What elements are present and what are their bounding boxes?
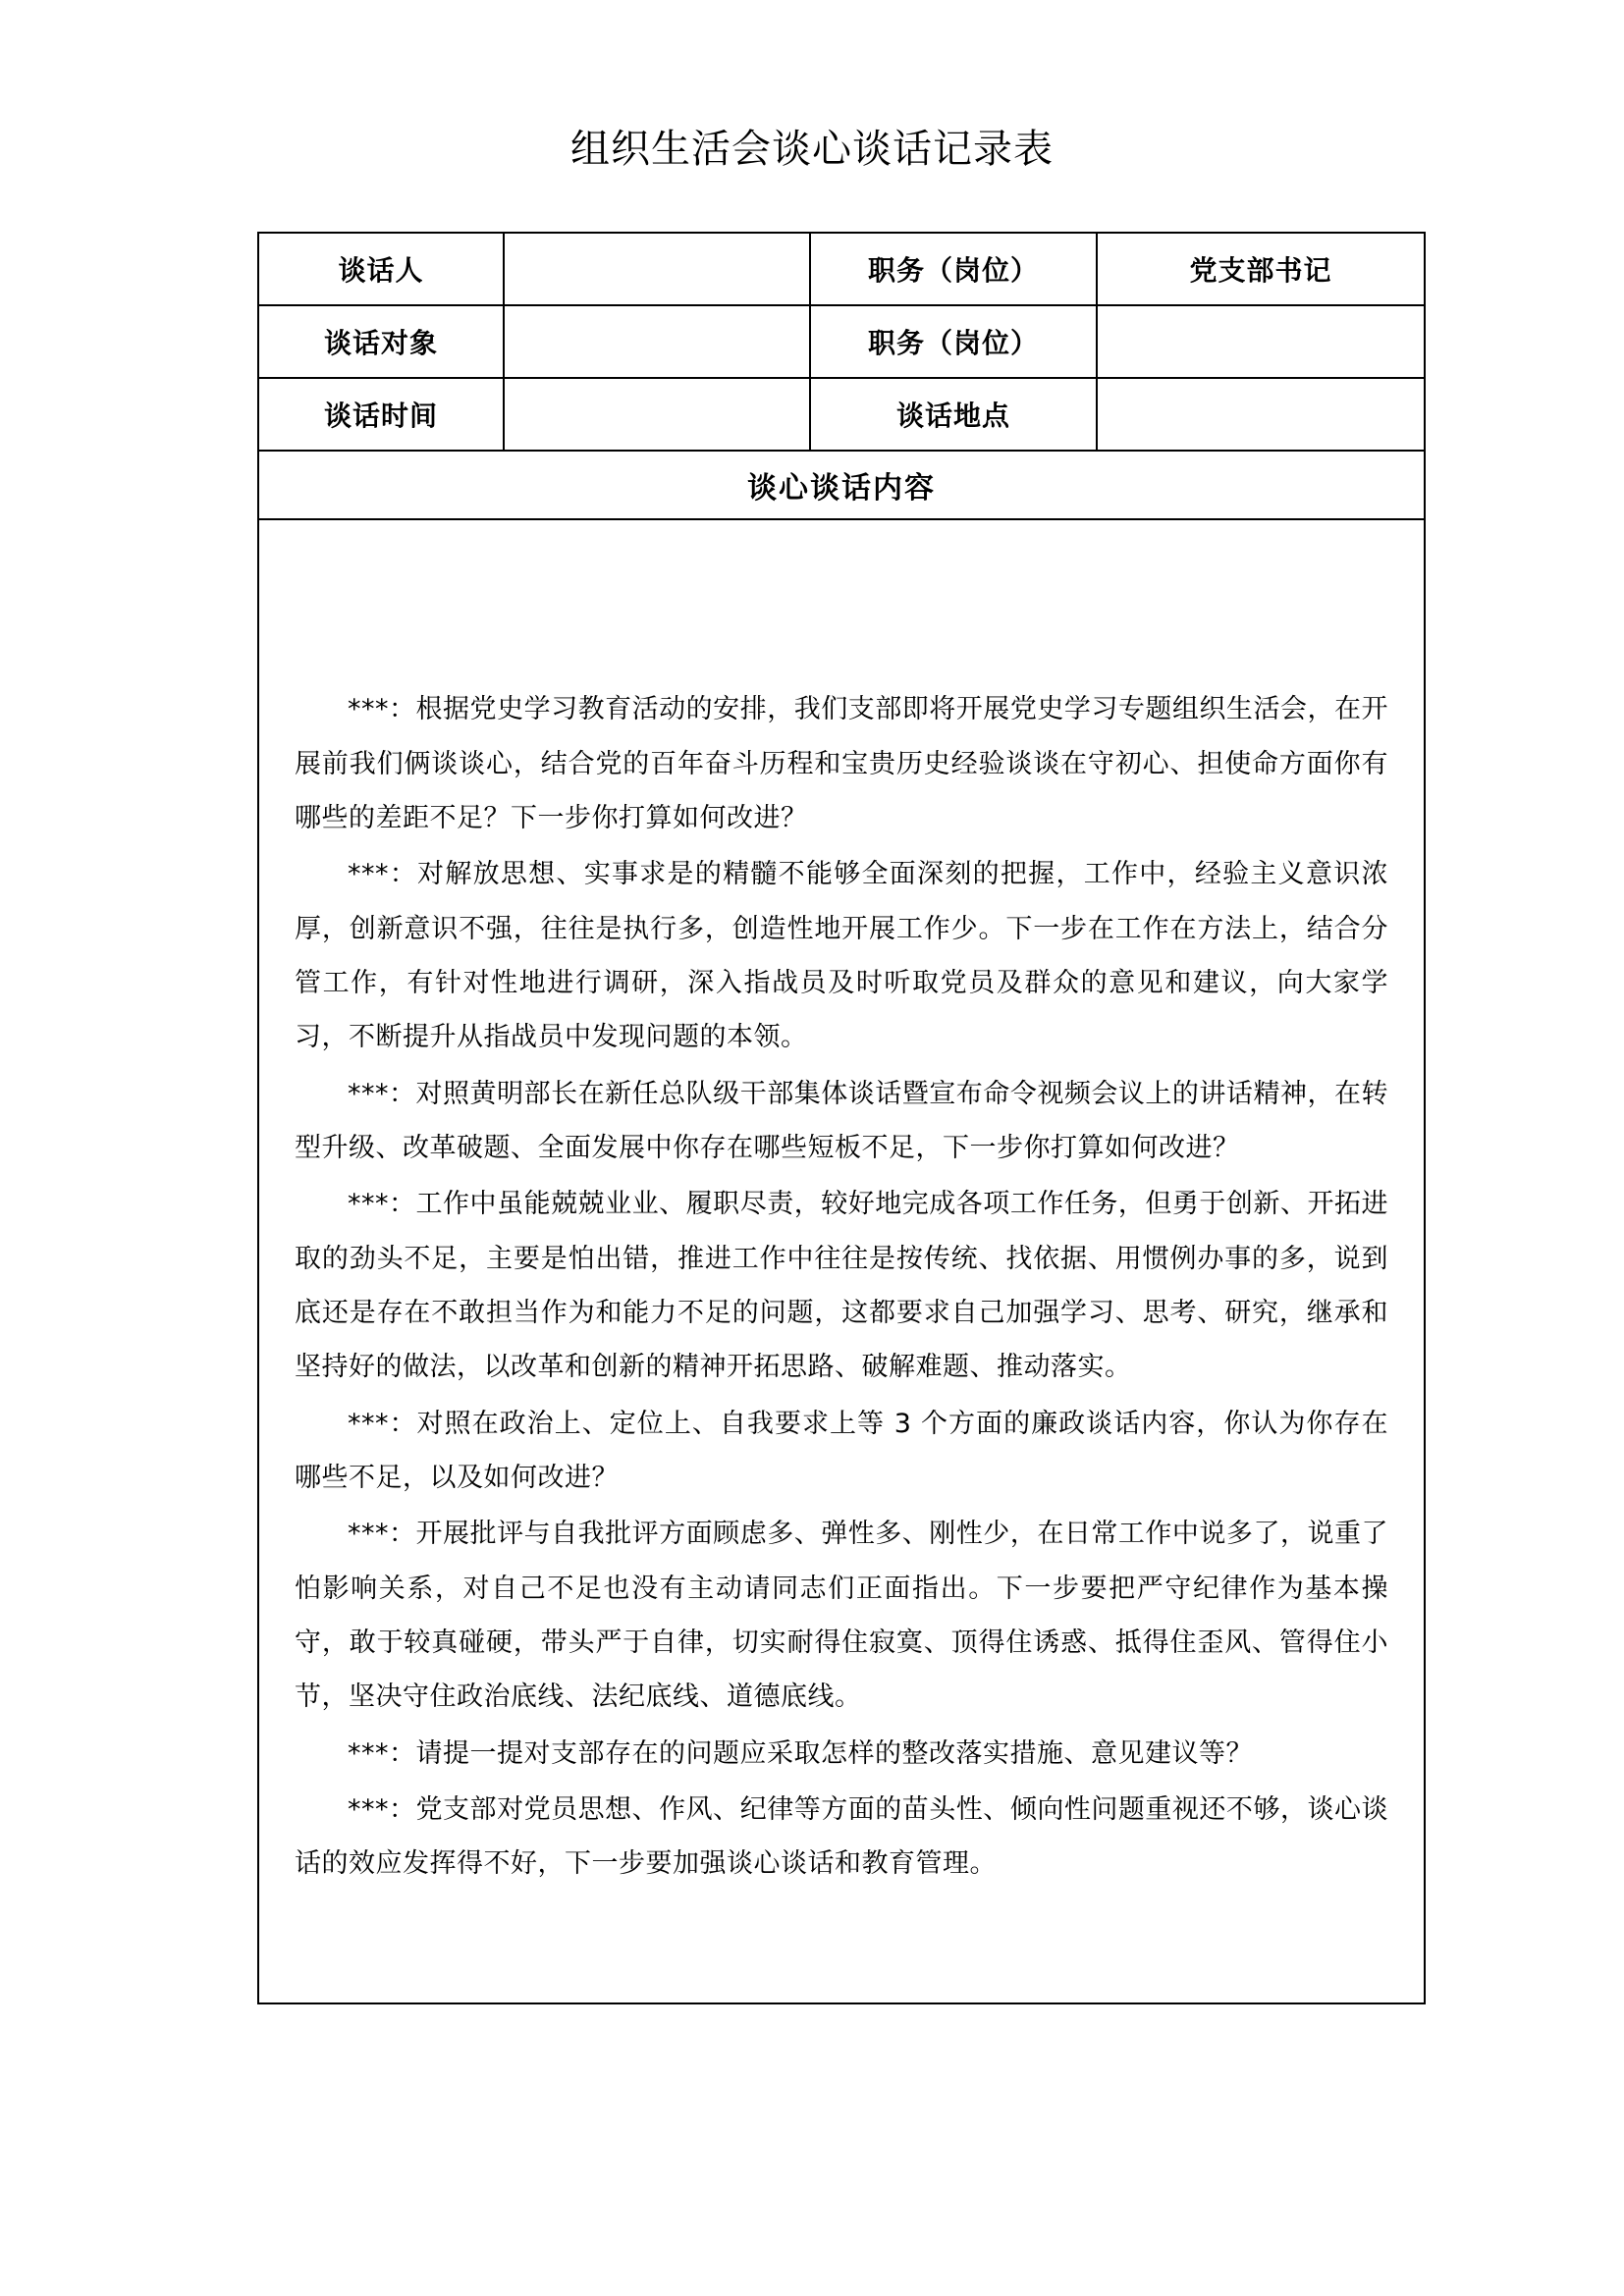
content-paragraph: ***：对照在政治上、定位上、自我要求上等 3 个方面的廉政谈话内容，你认为你存在哪些不足，以及如何改进？ [295,1408,1388,1494]
page-title: 组织生活会谈心谈话记录表 [570,127,1054,172]
field-value-interview-time[interactable] [504,378,810,451]
content-paragraph: ***：对照黄明部长在新任总队级干部集体谈话暨宣布命令视频会议上的讲话精神，在转型升级、改革破题、全面发展中你存在哪些短板不足，下一步你打算如何改进？ [295,1078,1388,1163]
table-row [258,378,1425,451]
content-paragraph-list [259,610,1424,1913]
table-row [258,451,1425,519]
form-table-wrapper [233,173,1391,2004]
field-label-interview-time: 谈话时间 [258,378,504,451]
content-paragraph: ***：对解放思想、实事求是的精髓不能够全面深刻的把握，工作中，经验主义意识浓厚，创新意识不强，往往是执行多，创造性地开展工作少。下一步在工作在方法上，结合分管工作，有针对性地进行调研，深入指战员及时听取党员及群众的意见和建议，向大家学习，不断提升从指战员中发现问题的本领。 [295,859,1388,1053]
content-paragraph: ***：工作中虽能兢兢业业、履职尽责，较好地完成各项工作任务，但勇于创新、开拓进取的劲头不足，主要是怕出错，推进工作中往往是按传统、找依据、用惯例办事的多，说到底还是存在不敢担当作为和能力不足的问题，这都要求自己加强学习、思考、研究，继承和坚持好的做法，以改革和创新的精神开拓思路、破解难题、推动落实。 [295,1189,1388,1383]
field-label-interviewee: 谈话对象 [258,305,504,378]
content-section-header: 谈心谈话内容 [258,451,1425,519]
field-label-interviewer: 谈话人 [258,233,504,305]
field-label-interview-place: 谈话地点 [810,378,1097,451]
content-paragraph: ***：根据党史学习教育活动的安排，我们支部即将开展党史学习专题组织生活会，在开展前我们俩谈谈心，结合党的百年奋斗历程和宝贵历史经验谈谈在守初心、担使命方面你有哪些的差距不足？下一步你打算如何改进？ [295,694,1388,833]
table-row [258,519,1425,2003]
interview-record-table [257,232,1426,2004]
table-row [258,233,1425,305]
field-value-interviewee-position[interactable] [1097,305,1425,378]
field-value-interview-place[interactable] [1097,378,1425,451]
content-section-body[interactable] [258,519,1425,2003]
content-paragraph: ***：党支部对党员思想、作风、纪律等方面的苗头性、倾向性问题重视还不够，谈心谈话的效应发挥得不好，下一步要加强谈心谈话和教育管理。 [295,1794,1388,1880]
field-label-interviewer-position: 职务（岗位） [810,233,1097,305]
field-value-interviewer[interactable] [504,233,810,305]
table-row [258,305,1425,378]
field-value-interviewer-position[interactable]: 党支部书记 [1097,233,1425,305]
content-paragraph: ***：请提一提对支部存在的问题应采取怎样的整改落实措施、意见建议等？ [348,1737,1253,1769]
field-label-interviewee-position: 职务（岗位） [810,305,1097,378]
content-paragraph: ***：开展批评与自我批评方面顾虑多、弹性多、刚性少，在日常工作中说多了，说重了怕影响关系，对自己不足也没有主动请同志们正面指出。下一步要把严守纪律作为基本操守，敢于较真碰硬，带头严于自律，切实耐得住寂寞、顶得住诱惑、抵得住歪风、管得住小节，坚决守住政治底线、法纪底线、道德底线。 [295,1519,1388,1713]
field-value-interviewee[interactable] [504,305,810,378]
